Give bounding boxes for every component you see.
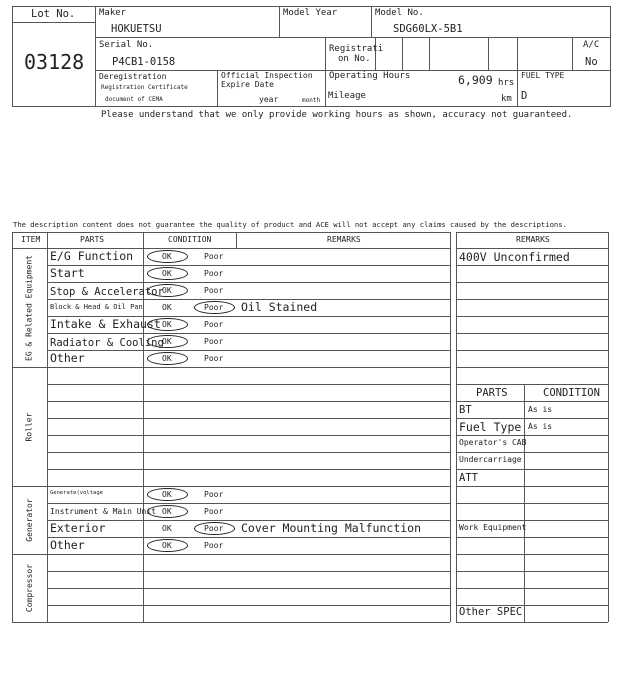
cema-label: document of CEMA — [105, 96, 163, 103]
right-row-divider — [456, 571, 608, 572]
fuel-type-value: D — [521, 90, 528, 102]
right-row-divider — [456, 520, 608, 521]
disclaimer-text: The description content does not guarantee the quality of product and ACE will not accept any claims caused by the descriptions. — [13, 220, 567, 229]
condition-poor: Poor — [204, 269, 224, 278]
right-condition-value: As is — [528, 422, 553, 431]
row-divider — [47, 452, 450, 453]
right-table-left — [456, 232, 457, 622]
condition-ok: OK — [162, 354, 172, 363]
right-table-top — [456, 232, 608, 233]
parts-header-bottom — [456, 401, 608, 402]
row-divider — [47, 435, 450, 436]
condition-ok: OK — [162, 269, 172, 278]
condition-mark-ok — [147, 539, 188, 552]
condition-ok: OK — [162, 320, 172, 329]
model-no-value: SDG60LX-5B1 — [393, 23, 463, 35]
row-divider — [47, 265, 450, 266]
right-row-divider — [456, 350, 608, 351]
condition-poor: Poor — [204, 541, 224, 550]
group-divider — [12, 554, 450, 555]
ac-label: A/C — [583, 40, 600, 50]
inspection-label-2: Expire Date — [221, 80, 274, 89]
table-top-border — [12, 232, 450, 233]
hrs-unit: hrs — [498, 78, 515, 88]
table-left-border — [12, 232, 13, 622]
lot-value: 03128 — [24, 50, 85, 74]
right-row-divider — [456, 588, 608, 589]
right-table-right — [608, 232, 609, 622]
lot-label: Lot No. — [31, 8, 76, 20]
reg-cert-label: Registration Certificate — [101, 84, 188, 91]
row-divider — [47, 605, 450, 606]
right-row-divider — [456, 469, 608, 470]
right-condition-value: As is — [528, 405, 553, 414]
grid-line — [236, 232, 237, 248]
right-part-label: Undercarriage — [459, 455, 522, 464]
right-remark-text: 400V Unconfirmed — [459, 250, 570, 264]
condition-ok: OK — [162, 541, 172, 550]
condition-poor: Poor — [204, 337, 224, 346]
row-divider — [47, 503, 450, 504]
fuel-type-label: FUEL TYPE — [521, 71, 565, 80]
condition-ok: OK — [162, 252, 172, 261]
work-equipment-label: Work Equipment — [459, 523, 527, 532]
dereg-label: Deregistration — [99, 72, 167, 81]
right-part-label: Operator's CAB — [459, 438, 527, 447]
condition-mark-ok — [147, 284, 188, 297]
right-row-divider — [456, 435, 608, 436]
row-divider — [47, 350, 450, 351]
part-label: Start — [50, 266, 85, 280]
group-label-3: Compressor — [24, 563, 34, 613]
serial-label: Serial No. — [99, 40, 154, 50]
row-divider — [47, 401, 450, 402]
parts-header-top — [456, 384, 608, 385]
right-row-divider — [456, 605, 608, 606]
row-divider — [47, 384, 450, 385]
mileage-label: Mileage — [328, 91, 366, 101]
right-header-bottom — [456, 248, 608, 249]
registration-label-2: on No. — [338, 54, 371, 64]
table-right-border — [450, 232, 451, 622]
row-divider — [47, 418, 450, 419]
right-row-divider — [456, 299, 608, 300]
year-label: year — [259, 95, 279, 104]
remark-text: Cover Mounting Malfunction — [241, 521, 422, 535]
condition-poor: Poor — [204, 303, 224, 312]
row-divider — [47, 537, 450, 538]
right-parts-header: PARTS — [476, 387, 508, 399]
condition-mark-ok — [147, 318, 188, 331]
right-table-bottom — [456, 622, 608, 623]
right-part-label: ATT — [459, 472, 478, 484]
row-divider — [47, 282, 450, 283]
model-year-label: Model Year — [283, 8, 338, 18]
registration-label-1: Registrati — [329, 44, 384, 54]
table-bottom-border — [12, 622, 450, 623]
right-row-divider — [456, 452, 608, 453]
part-label: Stop & Accelerator — [50, 286, 164, 298]
maker-label: Maker — [99, 8, 127, 18]
month-label: month — [302, 97, 321, 104]
row-divider — [47, 333, 450, 334]
serial-value: P4CB1-0158 — [112, 56, 176, 68]
part-label: Exterior — [50, 521, 106, 535]
condition-ok: OK — [162, 524, 172, 533]
right-row-divider — [456, 333, 608, 334]
condition-ok: OK — [162, 286, 172, 295]
remark-text: Oil Stained — [241, 300, 318, 314]
group-divider — [12, 367, 450, 368]
notice-text: Please understand that we only provide working hours as shown, accuracy not guaranteed. — [101, 110, 573, 120]
right-part-label: BT — [459, 404, 472, 416]
right-row-divider — [456, 316, 608, 317]
right-row-divider — [456, 537, 608, 538]
model-no-label: Model No. — [375, 8, 424, 18]
condition-mark-ok — [147, 488, 188, 501]
operating-hours-value: 6,909 — [458, 73, 493, 87]
other-spec-label: Other SPEC — [459, 606, 523, 618]
condition-poor: Poor — [204, 320, 224, 329]
inspection-label-1: Official Inspection — [221, 71, 313, 80]
header-parts: PARTS — [80, 235, 105, 244]
part-label: Other — [50, 351, 85, 365]
right-row-divider — [456, 486, 608, 487]
group-label-0: EG & Related Equipment — [24, 254, 34, 361]
condition-ok: OK — [162, 507, 172, 516]
right-row-divider — [456, 282, 608, 283]
row-divider — [47, 588, 450, 589]
condition-mark-ok — [147, 335, 188, 348]
part-label: Block & Head & Oil Pan — [50, 303, 143, 311]
header-remarks: REMARKS — [327, 235, 361, 244]
condition-mark-ok — [147, 505, 188, 518]
right-row-divider — [456, 418, 608, 419]
ac-value: No — [585, 56, 598, 68]
condition-poor: Poor — [204, 524, 224, 533]
part-label: Other — [50, 538, 85, 552]
part-label: Instrument & Main Unit — [50, 507, 156, 516]
right-row-divider — [456, 265, 608, 266]
right-header-remarks: REMARKS — [516, 235, 550, 244]
condition-poor: Poor — [204, 354, 224, 363]
right-part-label: Fuel Type — [459, 420, 522, 434]
grid-line — [47, 232, 48, 622]
right-condition-header: CONDITION — [543, 387, 600, 399]
condition-poor: Poor — [204, 286, 224, 295]
condition-ok: OK — [162, 303, 172, 312]
group-divider — [12, 486, 450, 487]
row-divider — [47, 469, 450, 470]
part-label: Intake & Exhaust — [50, 317, 161, 331]
condition-mark-ok — [147, 267, 188, 280]
condition-mark-poor — [194, 301, 235, 314]
header-item: ITEM — [21, 235, 41, 244]
part-label: Radiator & Cooling — [50, 337, 164, 349]
condition-ok: OK — [162, 337, 172, 346]
right-row-divider — [456, 367, 608, 368]
maker-value: HOKUETSU — [111, 23, 162, 35]
row-divider — [47, 571, 450, 572]
condition-poor: Poor — [204, 490, 224, 499]
group-label-2: Generator — [24, 498, 34, 542]
header-condition: CONDITION — [168, 235, 212, 244]
condition-mark-ok — [147, 352, 188, 365]
right-row-divider — [456, 503, 608, 504]
condition-mark-poor — [194, 522, 235, 535]
condition-poor: Poor — [204, 252, 224, 261]
group-label-1: Roller — [24, 412, 34, 441]
right-row-divider — [456, 554, 608, 555]
condition-mark-ok — [147, 250, 188, 263]
operating-hours-label: Operating Hours — [329, 71, 411, 81]
condition-poor: Poor — [204, 507, 224, 516]
part-label: E/G Function — [50, 249, 134, 263]
part-label: Generate(voltage — [50, 490, 103, 496]
km-unit: km — [501, 94, 512, 104]
condition-ok: OK — [162, 490, 172, 499]
